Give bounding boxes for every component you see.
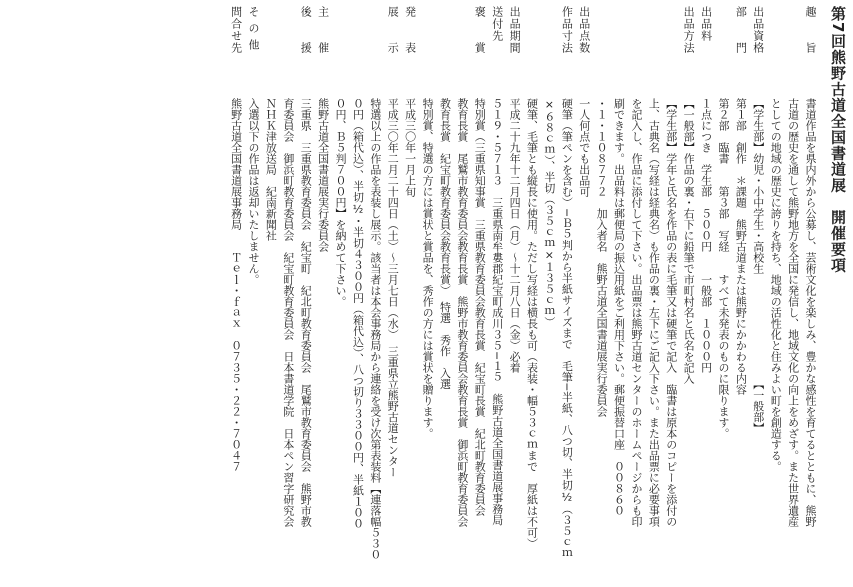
section-label: 展 示 bbox=[386, 6, 400, 54]
section-line: 一人何点でも出品可 bbox=[577, 98, 591, 197]
section-label: 発 表 bbox=[403, 6, 417, 54]
section-1 bbox=[749, 6, 766, 583]
section-3 bbox=[697, 6, 714, 583]
section-line: 特別賞、特選の方には賞状と賞品を、秀作の方には賞状を贈ります。 bbox=[421, 98, 435, 439]
section-body bbox=[419, 98, 489, 527]
section-label: そ の 他 bbox=[247, 6, 260, 51]
section-body bbox=[262, 98, 314, 527]
section-label: 出品方法 bbox=[682, 6, 696, 54]
section-label: 問合せ先 bbox=[229, 6, 243, 54]
section-line: 書道作品を県内外から公募し、芸術文化を楽しみ、豊かな感性を育てるとともに、熊野 bbox=[804, 98, 817, 527]
section-line: ０円（箱代込）、半切½・半切４３００円（箱代込）、八つ切り３３００円、半紙１００ bbox=[351, 98, 365, 529]
section-body bbox=[227, 98, 244, 472]
section-14 bbox=[245, 6, 262, 583]
section-label: 後 援 bbox=[299, 6, 313, 54]
section-2 bbox=[715, 6, 750, 583]
section-4 bbox=[593, 6, 697, 583]
section-line: ＮＨＫ津放送局 紀南新聞社 bbox=[264, 98, 278, 241]
section-12 bbox=[314, 6, 331, 583]
document-title: 第7回熊野古道全国書道展 開催要項 bbox=[829, 6, 847, 274]
section-line: 熊野古道全国書道展実行委員会 bbox=[316, 98, 330, 252]
section-7 bbox=[506, 6, 523, 583]
section-label: 主 催 bbox=[316, 6, 330, 54]
section-13 bbox=[262, 6, 314, 583]
section-8 bbox=[488, 6, 505, 583]
section-label: 作品寸法 bbox=[560, 6, 574, 54]
section-line: 上、古典名（写経は経典名）も作品の裏・左下にご記入下さい。また出品票に必要事項 bbox=[647, 98, 661, 527]
section-11 bbox=[332, 6, 402, 583]
sections-container bbox=[227, 6, 819, 583]
section-15 bbox=[227, 6, 244, 583]
section-line: 教育長賞 尾鷲市教育委員会教育長賞 熊野市教育委員会教育長賞 御浜町教育委員会 bbox=[455, 98, 469, 527]
section-line: 平成三〇年一月上旬 bbox=[403, 98, 417, 197]
section-body bbox=[767, 98, 819, 527]
section-line: 古道の歴史を通して熊野地方を全国に発信し、地域文化の向上をめざす。また世界遺産 bbox=[786, 98, 800, 527]
section-line: ×６８ｃｍ）、半切（３５ｃｍ×１３５ｃｍ） bbox=[542, 98, 556, 328]
section-body bbox=[749, 98, 766, 434]
section-line: 硬筆、毛筆とも縦長に使用。ただし写経は横長も可（表装・幅５３ｃｍまで 厚紙は不可） bbox=[525, 98, 539, 549]
section-line: 平成二十九年十二月四日（月）〜十二月八日（金）必着 bbox=[508, 98, 522, 373]
section-line: １点につき 学生部 ５００円 一般部 １０００円 bbox=[699, 98, 713, 373]
section-line: 【学生部】幼児・小中学生・高校生 【一般部】 bbox=[751, 98, 765, 434]
section-body bbox=[332, 98, 402, 560]
section-10 bbox=[401, 6, 418, 583]
section-body bbox=[314, 98, 331, 252]
section-label: 送付先 bbox=[490, 6, 504, 42]
section-line: 入選以下の作品は返却いたしません。 bbox=[247, 98, 260, 285]
section-line: 【学生部】学年と氏名を作品の表に毛筆又は硬筆で記入 臨書は原本のコピーを添付の bbox=[664, 98, 678, 527]
section-line: 熊野古道全国書道展事務局 Ｔｅｌ・ｆａｘ ０７３５・２２・７０４７ bbox=[229, 98, 243, 472]
section-6 bbox=[523, 6, 575, 583]
section-body bbox=[245, 98, 262, 285]
section-line: 第１部 創作 ＊課題 熊野古道または熊野にかかわる内容 bbox=[734, 98, 748, 395]
section-line: としての地域の歴史に誇りを持ち、地域の活性化と住みよい町を創造する。 bbox=[769, 98, 783, 472]
section-line: ５１９・５７１３ 三重県南牟婁郡紀宝町成川３５−１５ 熊野古道全国書道展事務局 bbox=[490, 98, 504, 526]
section-line: 第２部 臨書 第３部 写経 すべて未発表のものに限ります。 bbox=[716, 98, 730, 439]
section-label: 趣 旨 bbox=[804, 6, 817, 54]
section-body bbox=[506, 98, 523, 373]
section-body bbox=[523, 98, 575, 558]
section-0 bbox=[767, 6, 819, 583]
section-body bbox=[715, 98, 750, 439]
section-label: 出品資格 bbox=[751, 6, 765, 54]
section-line: 【一般部】作品の裏・右下に鉛筆で市町村名と氏名を記入 bbox=[682, 98, 696, 384]
section-line: 教育長賞 紀宝町教育委員会教育長賞） 特選 秀作 入選 bbox=[438, 98, 452, 390]
section-label: 出品期間 bbox=[508, 6, 522, 54]
section-line: 刷できます。出品料は郵便局の振込用紙をご利用下さい。郵便振替口座 ００８６０ bbox=[612, 98, 626, 516]
section-label: 出品点数 bbox=[577, 6, 591, 54]
section-label: 褒 賞 bbox=[473, 6, 487, 54]
section-line: ・１・１０８７７２ 加入者名 熊野古道全国書道展実行委員会 bbox=[595, 98, 609, 417]
section-body bbox=[697, 98, 714, 373]
section-line: 特選以上の作品を表装し展示。該当者は本会事務局から連絡を受け次第表装料【連落幅５３０ bbox=[368, 98, 382, 560]
section-line: 育委員会 御浜町教育委員会 紀宝町教育委員会 日本書道学院 日本ペン習字研究会 bbox=[281, 98, 295, 527]
section-line: 平成三〇年二月二十四日（土）〜三月七日（水） 三重県立熊野古道センター bbox=[386, 98, 400, 478]
section-body bbox=[575, 98, 592, 197]
section-label: 出品料 bbox=[699, 6, 713, 42]
section-line: ０円、Ｂ５判７００円】を納めて下さい。 bbox=[334, 98, 348, 307]
section-body bbox=[488, 98, 505, 525]
section-body bbox=[593, 98, 697, 527]
section-line: 硬筆（筆ペンを含む）−Ｂ５判から半紙サイズまで 毛筆−半紙、八つ切、半切½（３５ｃｍ bbox=[560, 98, 574, 559]
section-line: を記入し、作品に添付して下さい。出品票は熊野古道センターのホームページからも印 bbox=[629, 98, 643, 527]
section-5 bbox=[575, 6, 592, 583]
section-line: 特別賞（三重県知事賞 三重県教育委員会教育長賞 紀宝町長賞 紀北町教育委員会 bbox=[473, 98, 487, 516]
section-body bbox=[401, 98, 418, 197]
section-label: 部 門 bbox=[734, 6, 748, 54]
section-9 bbox=[419, 6, 489, 583]
section-line: 三重県 三重県教育委員会 紀宝町 紀北町教育委員会 尾鷲市教育委員会 熊野市教 bbox=[299, 98, 313, 527]
